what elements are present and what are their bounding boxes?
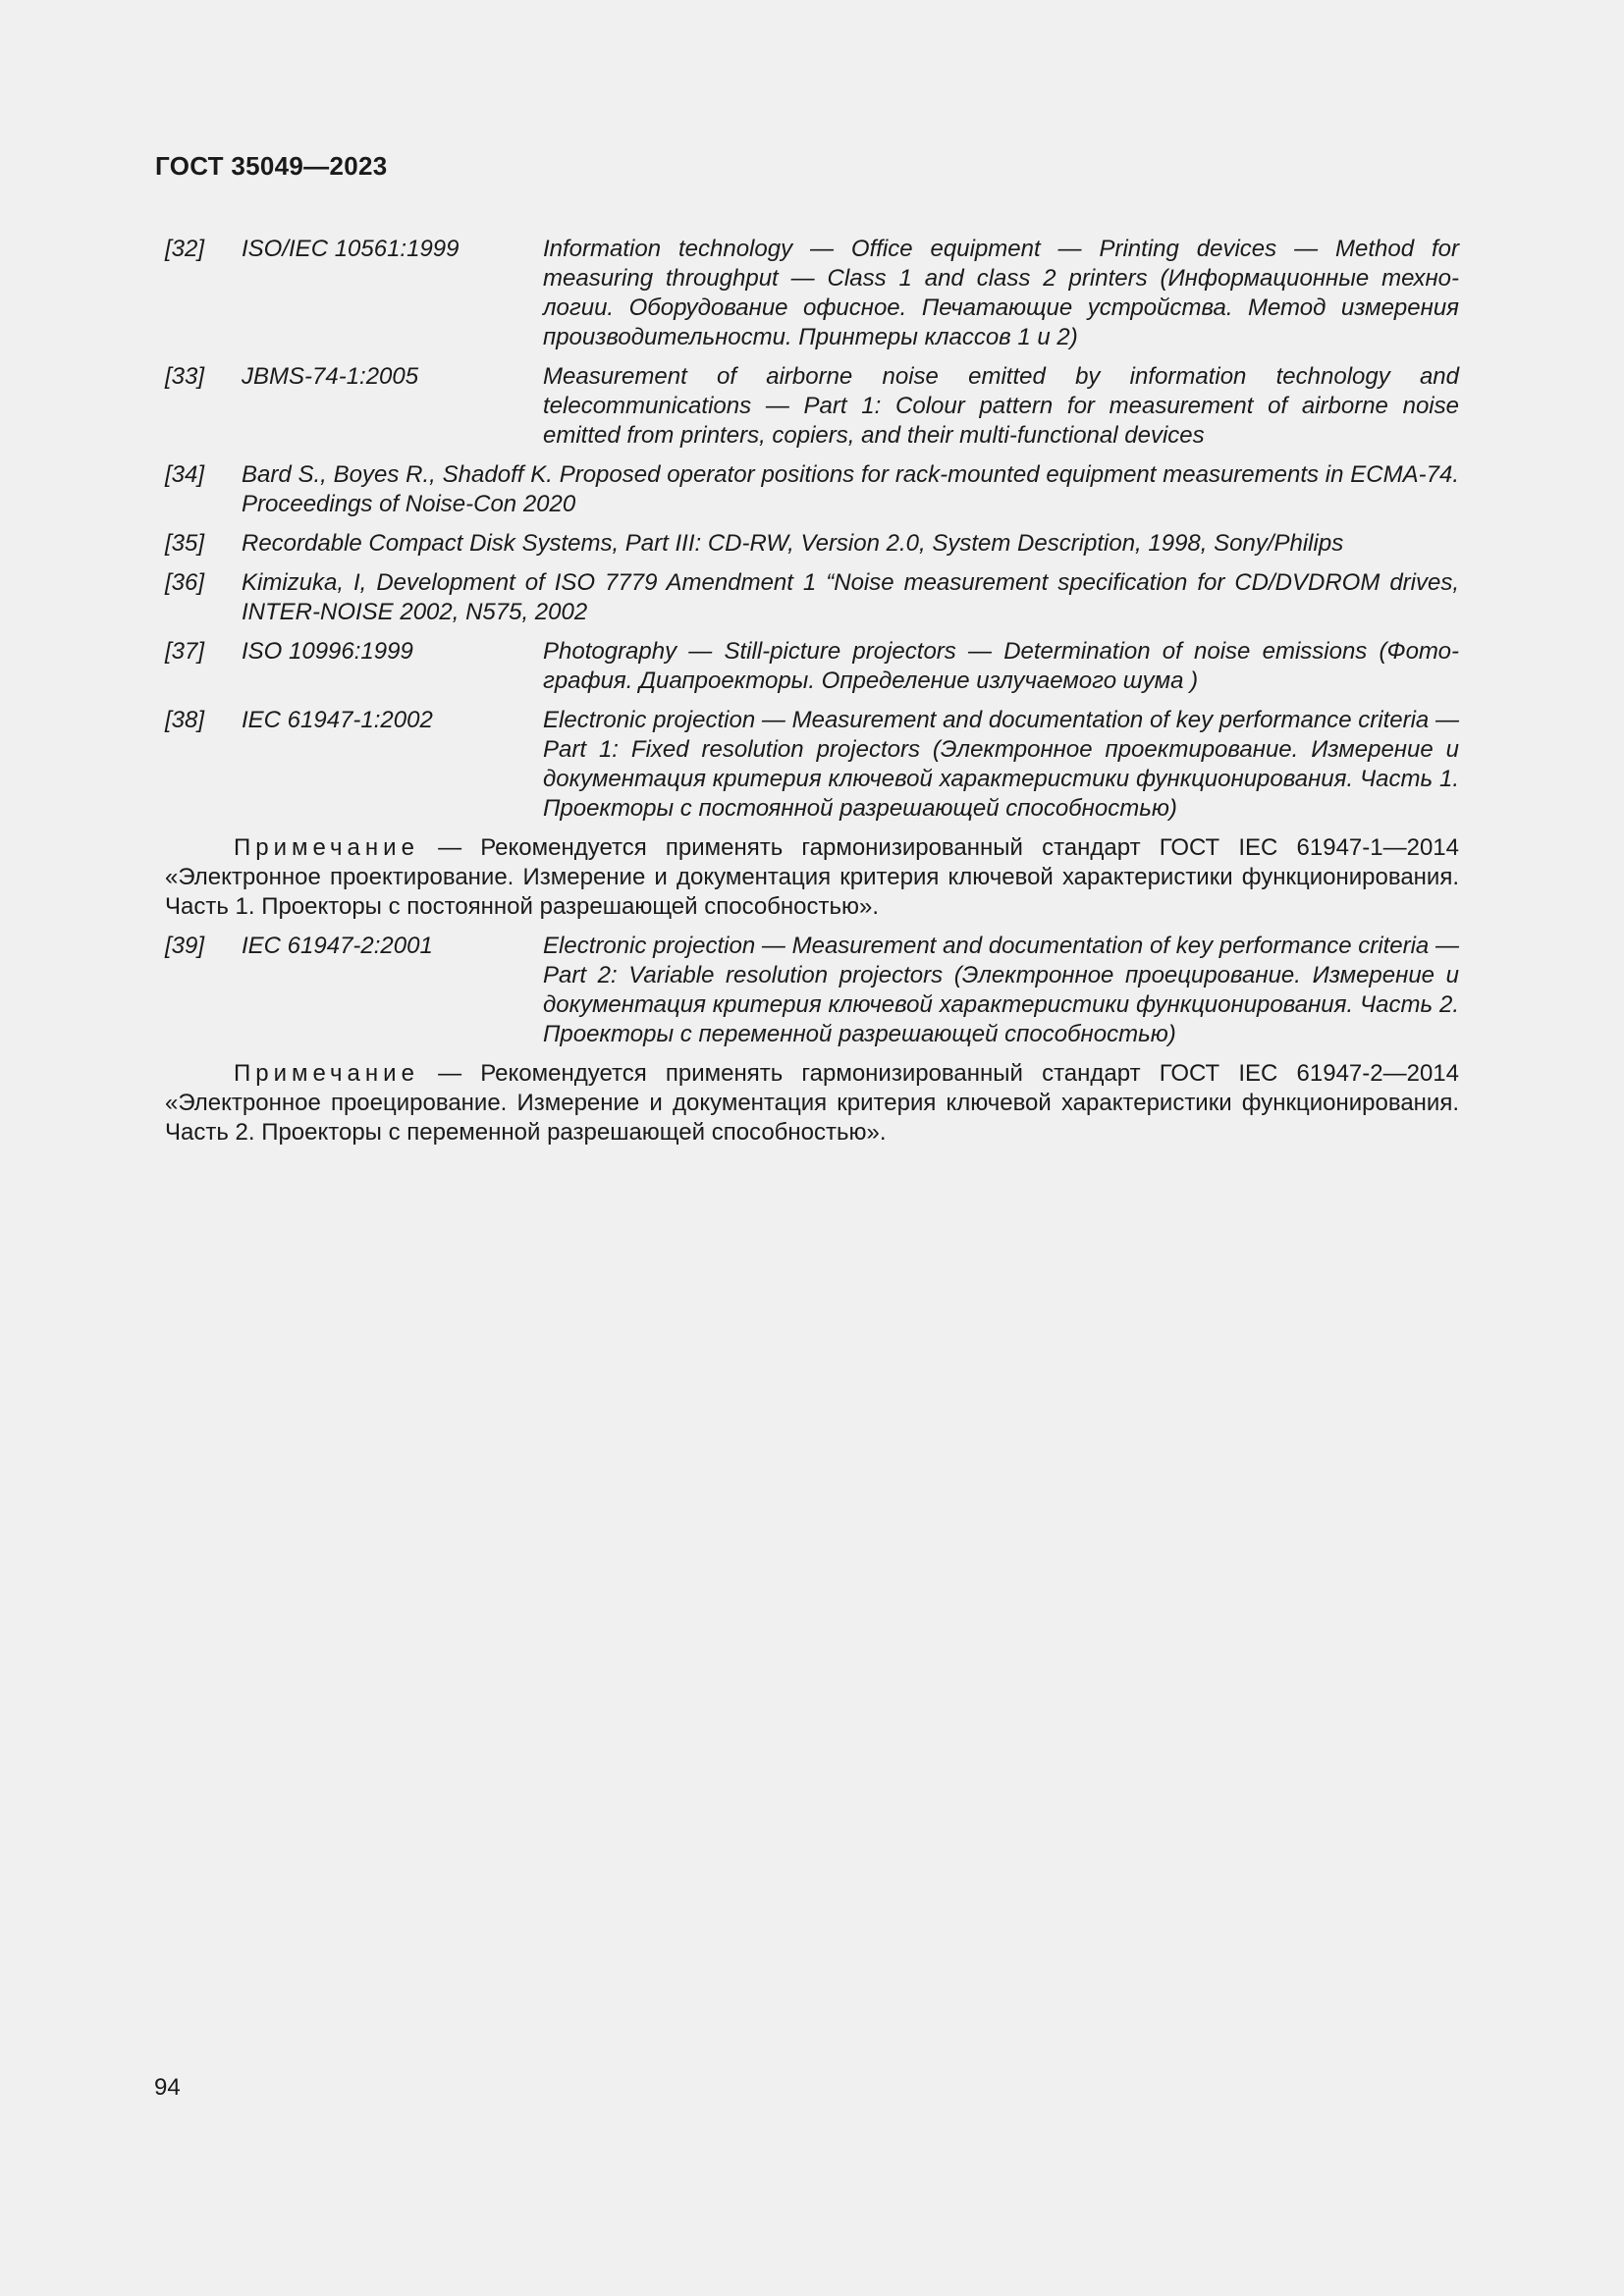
reference-code: ISO/IEC 10561:1999 bbox=[242, 236, 460, 262]
reference-code: JBMS-74-1:2005 bbox=[242, 363, 419, 390]
reference-number: [34] bbox=[165, 461, 205, 488]
reference-code: ISO 10996:1999 bbox=[242, 638, 413, 665]
reference-title: Electronic projection — Measurement and documentation of key performance criteria — Part 1: Fixed resolution projectors (Электронное проектирование. Измерение и документация критерия ключевой характеристики функционирования. Часть 1. Проекторы с постоянной разрешающей способностью) bbox=[543, 707, 1459, 822]
note-label: Примечание bbox=[234, 1060, 419, 1087]
reference-number: [35] bbox=[165, 530, 205, 557]
reference-item bbox=[165, 362, 1459, 451]
reference-number: [36] bbox=[165, 569, 205, 596]
reference-title: Measurement of airborne noise emitted by information technology and telecommunications — Part 1: Colour pattern for measurement of airborne noise emitted from printers, copiers, and their multi-functional devices bbox=[543, 363, 1459, 449]
note-text: — Рекомендуется применять гармонизированный стандарт ГОСТ IEC 61947-1—2014 «Электронное проектирование. Измерение и документация критерия ключевой характеристики функционирования. Часть 1. Проекторы с постоянной разрешающей способностью». bbox=[165, 834, 1459, 920]
reference-title: Recordable Compact Disk Systems, Part III: CD-RW, Version 2.0, System Description, 1998, Sony/Philips bbox=[242, 530, 1344, 557]
reference-title: Kimizuka, I, Development of ISO 7779 Amendment 1 “Noise measurement specification for CD/DVDROM drives, INTER-NOISE 2002, N575, 2002 bbox=[242, 569, 1459, 625]
reference-code: IEC 61947-1:2002 bbox=[242, 707, 433, 733]
note-label: Примечание bbox=[234, 834, 419, 861]
reference-item bbox=[165, 529, 1459, 559]
reference-item bbox=[165, 460, 1459, 519]
reference-item bbox=[165, 235, 1459, 352]
reference-item bbox=[165, 568, 1459, 627]
note-text: — Рекомендуется применять гармонизированный стандарт ГОСТ IEC 61947-2—2014 «Электронное проецирование. Измерение и документация критерия ключевой характеристики функционирования. Часть 2. Проекторы с переменной разрешающей способностью». bbox=[165, 1060, 1459, 1146]
note-paragraph bbox=[165, 833, 1459, 922]
document-header: ГОСТ 35049—2023 bbox=[155, 151, 388, 181]
reference-title: Information technology — Office equipment — Printing devices — Method for measuring throughput — Class 1 and class 2 printers (Информационные технологии. Оборудование офисное. Печатающие устройства. Метод измерения производительности. Принтеры классов 1 и 2) bbox=[543, 236, 1459, 350]
reference-number: [39] bbox=[165, 933, 205, 959]
reference-code: IEC 61947-2:2001 bbox=[242, 933, 433, 959]
reference-item bbox=[165, 706, 1459, 824]
reference-title: Photography — Still-picture projectors — Determination of noise emissions (Фотография. Диапроекторы. Определение излучаемого шума ) bbox=[543, 638, 1459, 694]
reference-item bbox=[165, 932, 1459, 1049]
reference-number: [37] bbox=[165, 638, 205, 665]
reference-number: [33] bbox=[165, 363, 205, 390]
reference-title: Electronic projection — Measurement and documentation of key performance criteria — Part 2: Variable resolution projectors (Электронное проецирование. Измерение и документация критерия ключевой характеристики функционирования. Часть 2. Проекторы с переменной разрешающей способностью) bbox=[543, 933, 1459, 1047]
page-number: 94 bbox=[154, 2074, 181, 2101]
reference-number: [32] bbox=[165, 236, 205, 262]
reference-number: [38] bbox=[165, 707, 205, 733]
note-paragraph bbox=[165, 1059, 1459, 1148]
bibliography-list bbox=[165, 235, 1459, 1157]
reference-title: Bard S., Boyes R., Shadoff K. Proposed operator positions for rack-mounted equipment measurements in ECMA-74. Proceedings of Noise-Con 2020 bbox=[242, 461, 1459, 517]
reference-item bbox=[165, 637, 1459, 696]
